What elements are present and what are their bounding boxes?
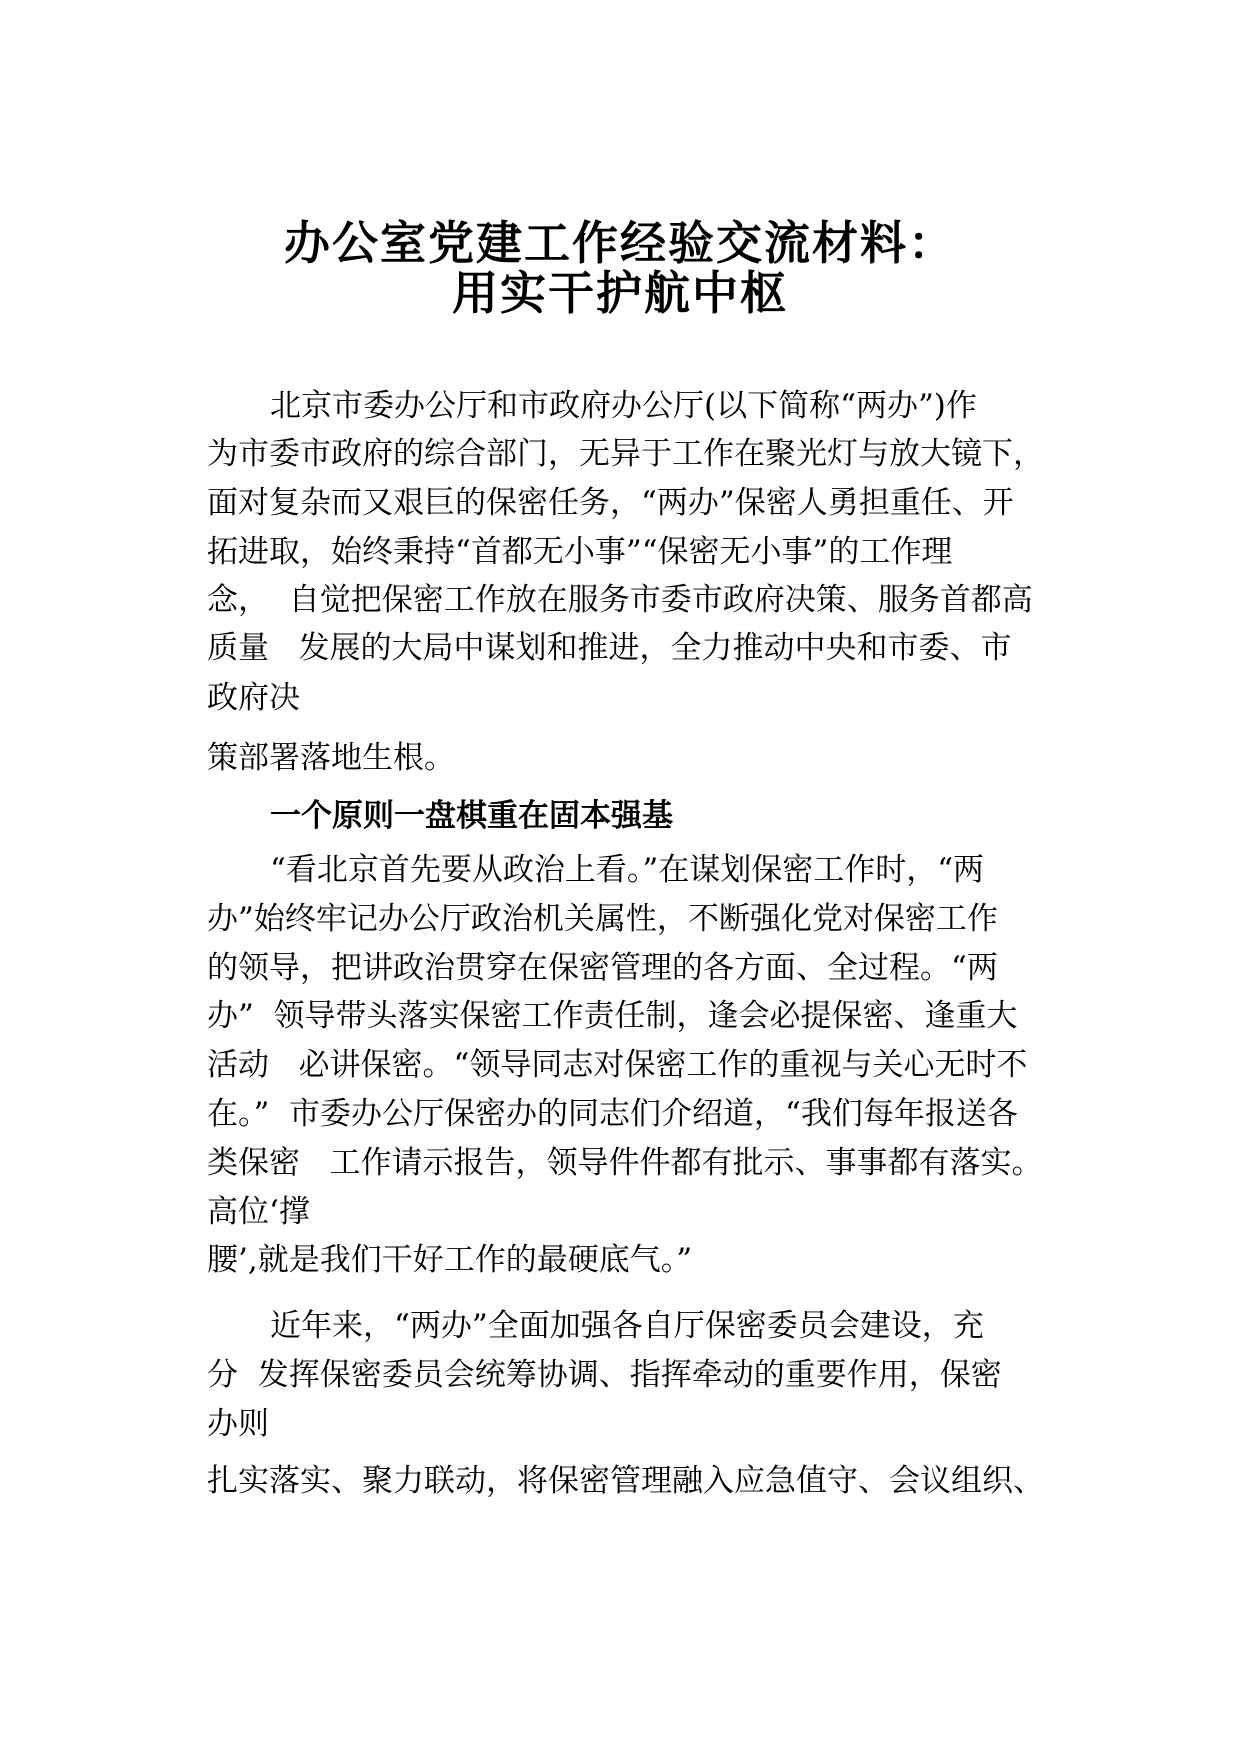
paragraph-3-line: 分 发挥保密委员会统筹协调、指挥牵动的重要作用，保密	[207, 1357, 1002, 1393]
paragraph-2-line: 腰’,就是我们干好工作的最硬底气。”	[207, 1242, 693, 1278]
paragraph-1-line: 念， 自觉把保密工作放在服务市委市政府决策、服务首都高	[207, 582, 1033, 618]
paragraph-3-line: 近年来，“两办”全面加强各自厅保密委员会建设，充	[270, 1308, 984, 1344]
section-heading: 一个原则一盘棋重在固本强基	[270, 798, 673, 834]
paragraph-2-line: 高位‘撑	[207, 1194, 310, 1230]
paragraph-2-line: 活动 必讲保密。“领导同志对保密工作的重视与关心无时不	[207, 1047, 1028, 1083]
paragraph-2-line: 类保密 工作请示报告，领导件件都有批示、事事都有落实。	[207, 1145, 1043, 1181]
paragraph-2-line: 在。” 市委办公厅保密办的同志们介绍道，“我们每年报送各	[207, 1096, 1018, 1132]
paragraph-1-line: 面对复杂而又艰巨的保密任务，“两办”保密人勇担重任、开	[207, 485, 1014, 521]
paragraph-1-line: 政府决	[207, 680, 300, 716]
document-title-line-1: 办公室党建工作经验交流材料：	[284, 216, 956, 270]
paragraph-1-line: 拓进取，始终秉持“首都无小事”“保密无小事”的工作理	[207, 534, 953, 570]
paragraph-3-line: 扎实落实、聚力联动，将保密管理融入应急值守、会议组织、	[207, 1463, 1044, 1499]
paragraph-2-line: 的领导，把讲政治贯穿在保密管理的各方面、全过程。“两	[207, 950, 998, 986]
paragraph-1-line: 为市委市政府的综合部门，无异于工作在聚光灯与放大镜下，	[207, 436, 1044, 472]
paragraph-3-line: 办则	[207, 1406, 269, 1442]
paragraph-1-line: 质量 发展的大局中谋划和推进，全力推动中央和市委、市	[207, 630, 1012, 666]
paragraph-1-line: 北京市委办公厅和市政府办公厅(以下简称“两办”)作	[270, 388, 977, 424]
paragraph-2-line: “看北京首先要从政治上看。”在谋划保密工作时，“两	[270, 852, 985, 888]
paragraph-2-line: 办”始终牢记办公厅政治机关属性，不断强化党对保密工作	[207, 901, 998, 937]
paragraph-1-line: 策部署落地生根。	[207, 740, 455, 776]
document-title-line-2: 用实干护航中枢	[452, 266, 788, 320]
paragraph-2-line: 办” 领导带头落实保密工作责任制，逢会必提保密、逢重大	[207, 998, 1018, 1034]
